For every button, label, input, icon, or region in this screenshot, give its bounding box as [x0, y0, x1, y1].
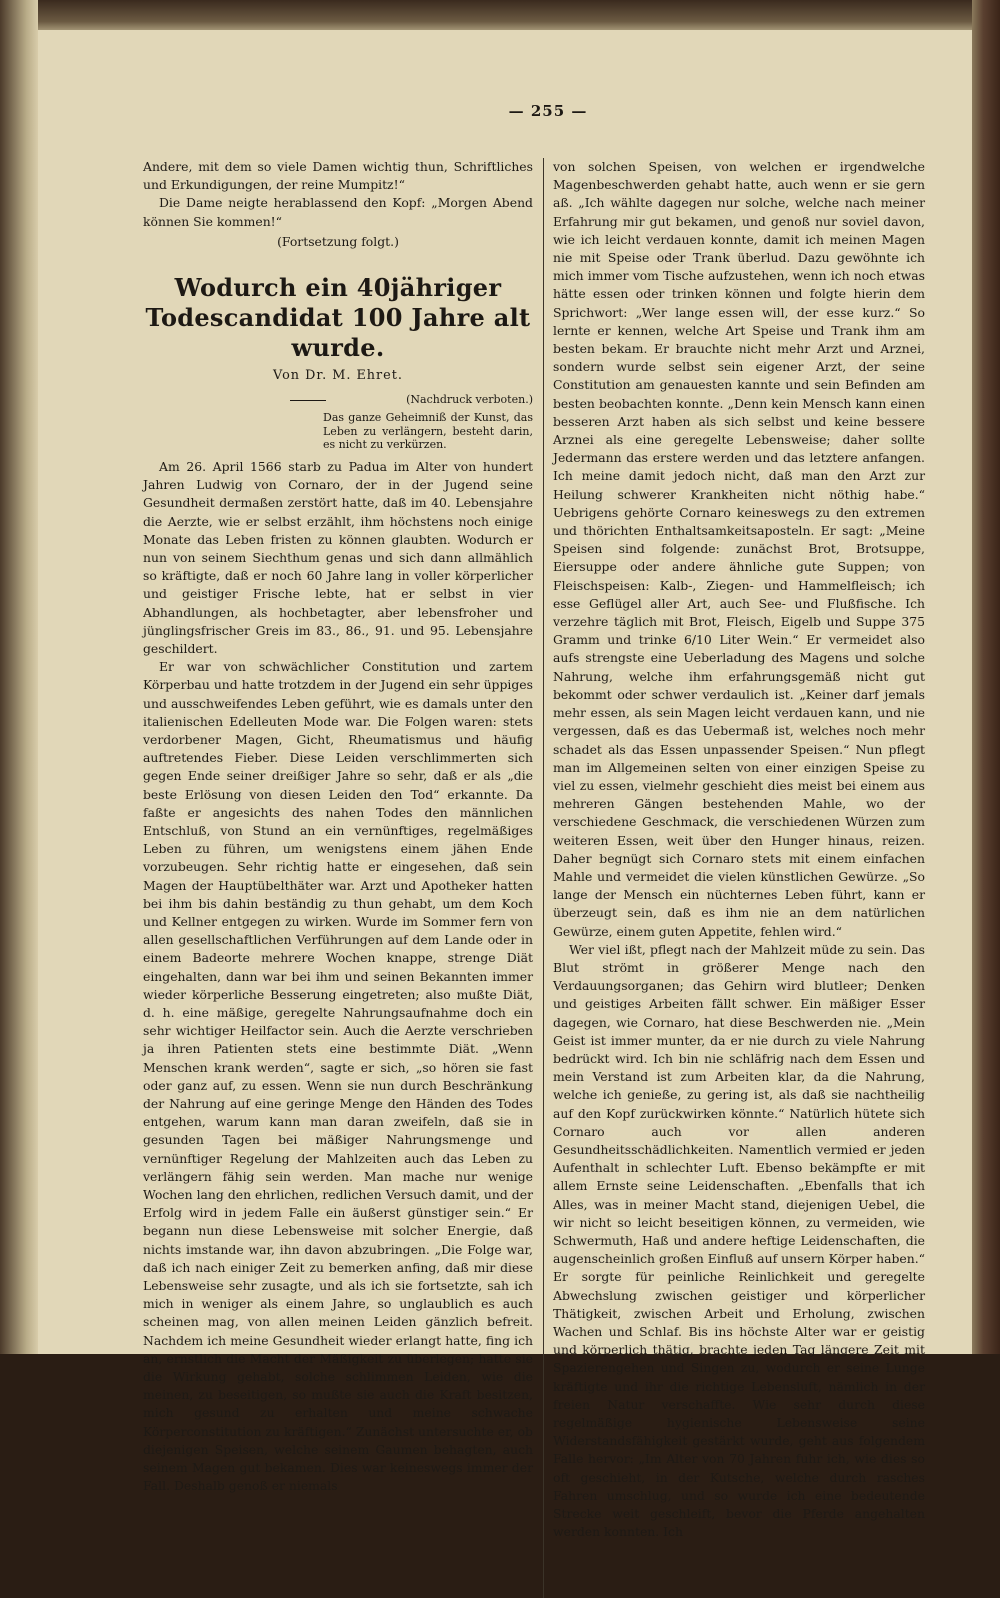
reprint-notice: (Nachdruck verboten.): [406, 393, 533, 407]
article-paragraph: Er war von schwächlicher Constitution und zartem Körperbau und hatte trotzdem in der Jugend ein sehr üppiges und ausschweifendes Leben geführt, wie es damals unter den italienischen Edelleuten Mode war. Die Folgen waren: stets verdorbener Magen, Gicht, Rheumatismus und häufig auftretendes Fieber. Diese Leiden verschlimmerten sich gegen Ende seiner dreißiger Jahre so sehr, daß er als „die beste Erlösung von diesen Leiden den Tod“ erkannte. Da faßte er angesichts des nahen Todes den männlichen Entschluß, von Stund an ein vernünftiges, regelmäßiges Leben zu führen, um wenigstens einem jähen Ende vorzubeugen. Sehr richtig hatte er eingesehen, daß sein Magen der Hauptübelthäter war. Arzt und Apotheker hatten bei ihm bis dahin beständig zu thun gehabt, um dem Koch und Kellner entgegen zu wirken. Wurde im Sommer fern von allen gesellschaftlichen Verführungen auf dem Lande oder in einem Badeorte mehrere Wochen knappe, strenge Diät eingehalten, dann war bei ihm und seinen Bekannten immer wieder körperliche Besserung eingetreten; also mußte Diät, d. h. eine mäßige, geregelte Nahrungsaufnahme doch ein sehr wichtiger Heilfactor sein. Auch die Aerzte verschrieben ja ihren Patienten stets eine bestimmte Diät. „Wenn Menschen krank werden“, sagte er sich, „so hören sie fast oder ganz auf, zu essen. Wenn sie nun durch Beschränkung der Nahrung auf eine geringe Menge den Händen des Todes entgehen, warum kann man daran zweifeln, daß sie in gesunden Tagen bei mäßiger Nahrungsmenge und vernünftiger Regelung der Mahlzeiten auch das Leben zu verlängern fähig sein werden. Man mache nur wenige Wochen lang den ehrlichen, redlichen Versuch damit, und der Erfolg wird in jedem Falle ein äußerst günstiger sein.“ Er begann nun diese Lebensweise mit solcher Energie, daß nichts imstande war, ihn davon abzubringen. „Die Folge war, daß ich nach einiger Zeit zu bemerken anfing, daß mir diese Lebensweise sehr zusagte, und als ich sie fortsetzte, sah ich mich in weniger als einem Jahre, so unglaublich es auch scheinen mag, von allen meinen Leiden gänzlich befreit. Nachdem ich meine Gesundheit wieder erlangt hatte, fing ich an, ernstlich die Macht der Mäßigkeit zu überlegen; hatte sie die Wirkung gehabt, solche schlimmen Leiden, wie die meinen, zu beseitigen, so mußte sie auch die Kraft besitzen, mich gesund zu erhalten und meine schwache Körperconstitution zu kräftigen.“ Zunächst untersuchte er, ob diejenigen Speisen, welche seinem Gaumen behagten, auch seinem Magen gut bekamen. Dies war keineswegs immer der Fall. Deshalb genoß er niemals: [143, 659, 533, 1494]
column-left: [143, 158, 533, 1496]
continuation-paragraph: Andere, mit dem so viele Damen wichtig thun, Schriftliches und Erkundigungen, der reine Mumpitz!“: [143, 159, 533, 193]
divider: [290, 400, 326, 401]
article-motto: Das ganze Geheimniß der Kunst, das Leben zu verlängern, besteht darin, es nicht zu verkürzen.: [323, 411, 533, 452]
column-rule: [543, 158, 544, 1598]
article-paragraph: von solchen Speisen, von welchen er irgendwelche Magenbeschwerden gehabt hatte, auch wenn er sie gern aß. „Ich wählte dagegen nur solche, welche nach meiner Erfahrung mir gut bekamen, und genoß nur soviel davon, wie ich leicht verdauen konnte, damit ich meinen Magen nie mit Speise oder Trank überlud. Dazu gewöhnte ich mich immer vom Tische aufzustehen, wenn ich noch etwas hätte essen oder trinken können und folgte hierin dem Sprichwort: „Wer lange essen will, der esse kurz.“ So lernte er kennen, welche Art Speise und Trank ihm am besten bekam. Er brauchte nicht mehr Arzt und Arznei, sondern wurde selbst sein eigener Arzt, der seine Constitution am genauesten kannte und sein Befinden am besten beobachten konnte. „Denn kein Mensch kann einen besseren Arzt haben als sich selbst und keine bessere Arznei als eine geregelte Lebensweise; daher sollte Jedermann das erstere werden und das letztere anfangen. Ich meine damit jedoch nicht, daß man den Arzt zur Heilung schwerer Krankheiten nicht nöthig habe.“ Uebrigens gehörte Cornaro keineswegs zu den extremen und thörichten Enthaltsamkeitsaposteln. Er sagt: „Meine Speisen sind folgende: zunächst Brot, Brotsuppe, Eiersuppe oder andere ähnliche gute Suppen; von Fleischspeisen: Kalb-, Ziegen- und Hammelfleisch; ich esse Geflügel aller Art, auch See- und Flußfische. Ich verzehre täglich mit Brot, Fleisch, Eigelb und Suppe 375 Gramm und trinke 6/10 Liter Wein.“ Er vermeidet also aufs strengste eine Ueberladung des Magens und solche Nahrung, welche ihm erfahrungsgemäß nicht gut bekommt oder schwer verdaulich ist. „Keiner darf jemals mehr essen, als sein Magen leicht verdauen kann, und nie vergessen, daß es das Uebermaß ist, welches noch mehr schadet als das Essen unpassender Speisen.“ Nun pflegt man im Allgemeinen selten von einer einzigen Speise zu viel zu essen, vielmehr geschieht dies meist bei einem aus mehreren Gängen bestehenden Mahle, wo der verschiedene Geschmack, die verschiedenen Würzen zum weiteren Essen, weit über den Hunger hinaus, reizen. Daher begnügt sich Cornaro stets mit einem einfachen Mahle und vermeidet die vielen künstlichen Gewürze. „So lange der Mensch ein nüchternes Leben führt, kann er überzeugt sein, daß es ihm nie an dem natürlichen Gewürze, einem guten Appetite, fehlen wird.“: [553, 159, 925, 939]
book-edge-left: [0, 0, 38, 1354]
article-paragraph: Wer viel ißt, pflegt nach der Mahlzeit müde zu sein. Das Blut strömt in größerer Menge nach den Verdauungsorganen; das Gehirn wird blutleer; Denken und geistiges Arbeiten fällt schwer. Ein mäßiger Esser dagegen, wie Cornaro, hat diese Beschwerden nie. „Mein Geist ist immer munter, da er nie durch zu viele Nahrung bedrückt wird. Ich bin nie schläfrig nach dem Essen und mein Verstand ist zum Arbeiten klar, da die Nahrung, welche ich genieße, zu gering ist, als daß sie nachtheilig auf den Kopf zurückwirken könnte.“ Natürlich hütete sich Cornaro auch vor allen anderen Gesundheitsschädlichkeiten. Namentlich vermied er jeden Aufenthalt in schlechter Luft. Ebenso bekämpfte er mit allem Ernste seine Leidenschaften. „Ebenfalls that ich Alles, was in meiner Macht stand, diejenigen Uebel, die wir nicht so leicht beseitigen können, zu vermeiden, wie Schwermuth, Haß und andere heftige Leidenschaften, die augenscheinlich großen Einfluß auf unsern Körper haben.“ Er sorgte für peinliche Reinlichkeit und geregelte Abwechslung zwischen geistiger und körperlicher Thätigkeit, zwischen Arbeit und Erholung, zwischen Wachen und Schlaf. Bis ins höchste Alter war er geistig und körperlich thätig, brachte jeden Tag längere Zeit mit Spazierengehen und Singen zu, wodurch er seine Lunge kräftigte und ihr die richtige Lebensluft, nämlich in der freien Natur verschaffte. Wie sehr durch diese regelmäßige hygienische Lebensweise seine Widerstandsfähigkeit gestärkt wurde, geht aus folgendem Falle hervor: „Im Alter von 70 Jahren fuhr ich, wie dies so oft geschieht, in der Kutsche, welche durch rasches Fahren umschlug, und so wurde ich eine bedeutende Strecke weit geschleift, bevor die Pferde angehalten werden konnten. Ich: [553, 941, 925, 1540]
book-edge-right: [972, 0, 1000, 1354]
article-paragraph: Am 26. April 1566 starb zu Padua im Alter von hundert Jahren Ludwig von Cornaro, der in der Jugend seine Gesundheit dermaßen zerstört hatte, daß im 40. Lebensjahre die Aerzte, wie er selbst erzählt, ihm höchstens noch einige Monate das Leben fristen zu können glaubten. Wodurch er nun von seinem Siechthum genas und sich dann allmählich so kräftigte, daß er noch 60 Jahre lang in voller körperlicher und geistiger Frische lebte, hat er selbst in vier Abhandlungen, als hochbetagter, aber lebensfroher und jünglingsfrischer Greis im 83., 86., 91. und 95. Lebensjahre geschildert.: [143, 458, 533, 656]
article-author: Von Dr. M. Ehret.: [273, 368, 403, 384]
page: [38, 30, 972, 1540]
continuation-paragraph: Die Dame neigte herablassend den Kopf: „Morgen Abend können Sie kommen!“: [143, 195, 533, 229]
page-number: — 255 —: [508, 102, 588, 120]
reprint-notice-row: [143, 391, 533, 409]
fortsetzung-note: (Fortsetzung folgt.): [277, 233, 399, 249]
article-title: Wodurch ein 40jähriger Todescandidat 100 Jahre alt wurde.: [145, 273, 531, 363]
column-right: [553, 158, 925, 1541]
